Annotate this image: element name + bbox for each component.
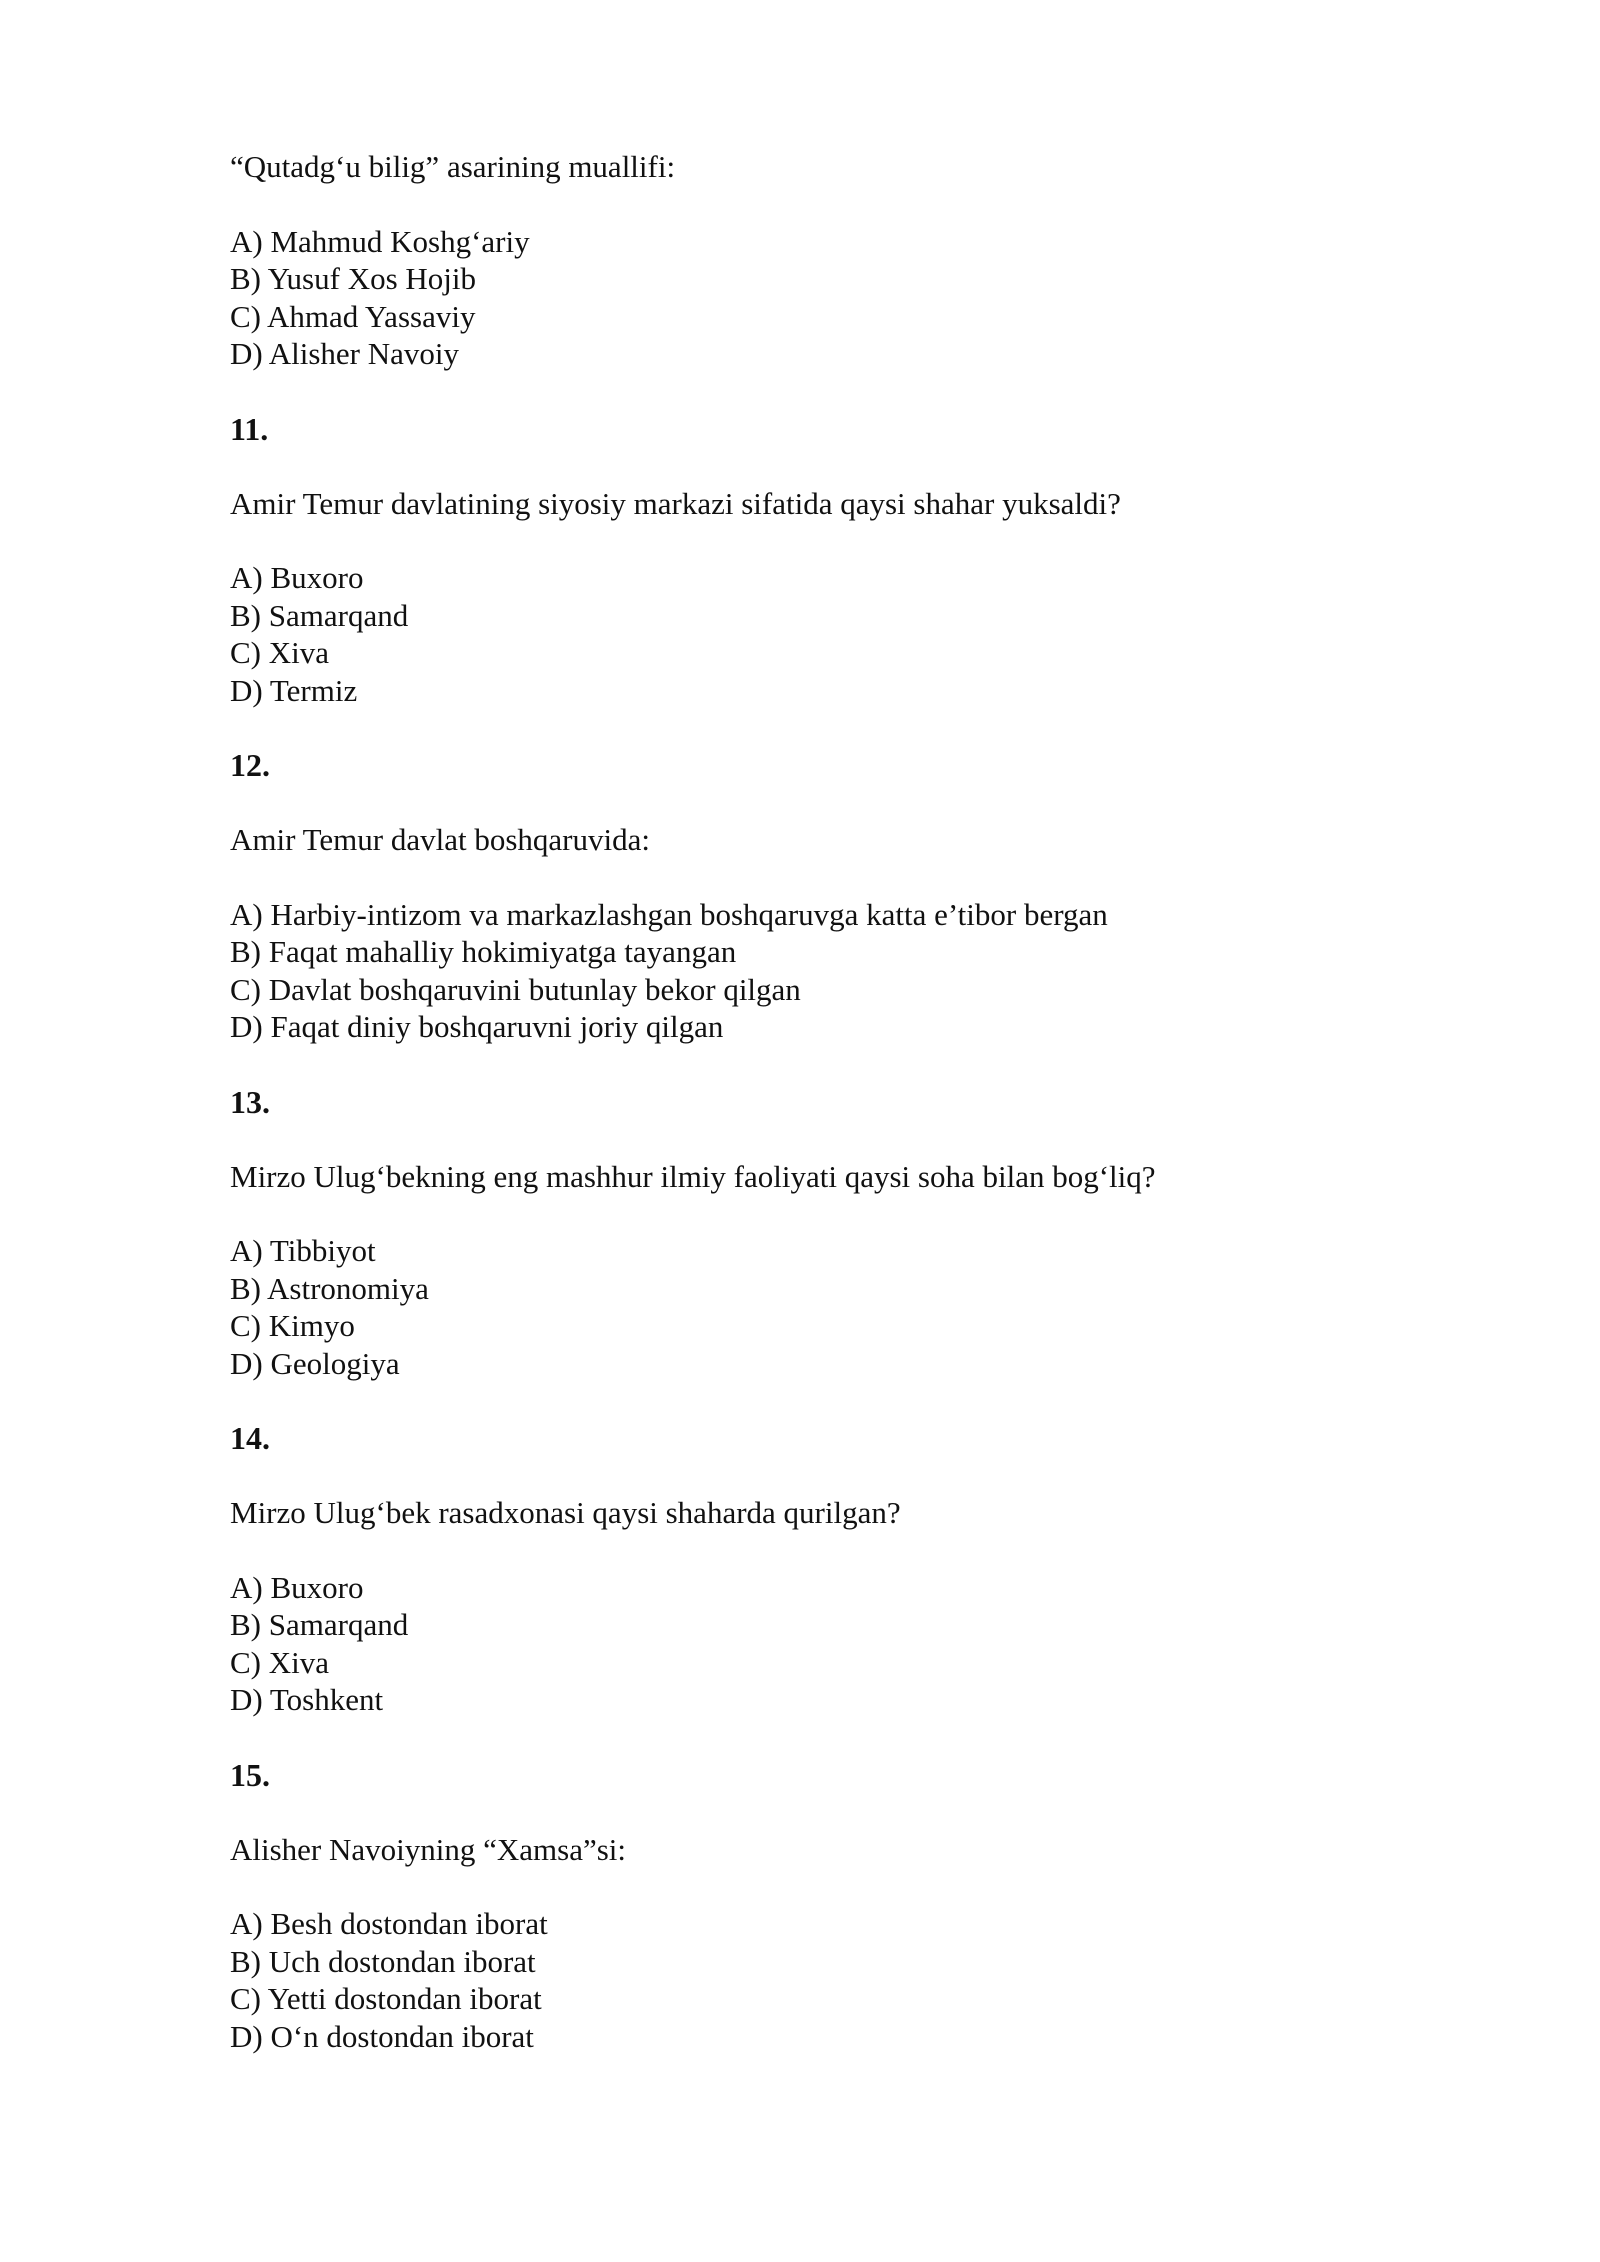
question-text: Mirzo Ulug‘bekning eng mashhur ilmiy faoliyati qaysi soha bilan bog‘liq? bbox=[230, 1158, 1156, 1194]
options-list bbox=[230, 896, 1430, 1046]
option-d: D) Faqat diniy boshqaruvni joriy qilgan bbox=[230, 1009, 724, 1044]
option-c: C) Xiva bbox=[230, 1644, 330, 1680]
option-b: B) Yusuf Xos Hojib bbox=[230, 261, 477, 296]
question-text: Amir Temur davlat boshqaruvida: bbox=[230, 822, 650, 857]
question-text: Amir Temur davlatining siyosiy markazi sifatida qaysi shahar yuksaldi? bbox=[230, 485, 1121, 521]
option-b: B) Samarqand bbox=[230, 597, 409, 633]
option-c: C) Kimyo bbox=[230, 1308, 355, 1343]
question-text: Alisher Navoiyning “Xamsa”si: bbox=[230, 1831, 627, 1867]
option-a: A) Mahmud Koshg‘ariy bbox=[230, 223, 530, 259]
question-number: 13. bbox=[230, 1083, 270, 1120]
question-block bbox=[230, 745, 1430, 1046]
option-b: B) Uch dostondan iborat bbox=[230, 1943, 536, 1979]
option-c: C) Davlat boshqaruvini butunlay bekor qilgan bbox=[230, 971, 801, 1007]
question-block bbox=[230, 1755, 1430, 2056]
options-list bbox=[230, 1569, 1430, 1719]
option-d: D) Alisher Navoiy bbox=[230, 336, 460, 371]
option-b: B) Faqat mahalliy hokimiyatga tayangan bbox=[230, 934, 737, 969]
options-list bbox=[230, 1232, 1430, 1382]
options-list bbox=[230, 223, 1430, 373]
option-c: C) Ahmad Yassaviy bbox=[230, 298, 476, 334]
option-c: C) Xiva bbox=[230, 635, 330, 670]
option-c: C) Yetti dostondan iborat bbox=[230, 1981, 542, 2016]
question-text: “Qutadg‘u bilig” asarining muallifi: bbox=[230, 149, 676, 184]
option-d: D) Geologiya bbox=[230, 1345, 400, 1381]
option-d: D) O‘n dostondan iborat bbox=[230, 2018, 534, 2054]
question-block bbox=[230, 409, 1430, 710]
option-a: A) Harbiy-intizom va markazlashgan boshqaruvga katta e’tibor bergan bbox=[230, 896, 1108, 932]
option-d: D) Termiz bbox=[230, 672, 358, 708]
question-block bbox=[230, 1418, 1430, 1719]
document-page bbox=[230, 148, 1430, 2055]
option-a: A) Buxoro bbox=[230, 1569, 364, 1605]
option-a: A) Tibbiyot bbox=[230, 1233, 376, 1268]
question-number: 12. bbox=[230, 747, 270, 783]
question-number: 15. bbox=[230, 1756, 270, 1793]
options-list bbox=[230, 1905, 1430, 2055]
option-d: D) Toshkent bbox=[230, 1682, 384, 1717]
question-number: 11. bbox=[230, 410, 269, 447]
option-b: B) Astronomiya bbox=[230, 1270, 429, 1306]
question-text: Mirzo Ulug‘bek rasadxonasi qaysi shaharda qurilgan? bbox=[230, 1495, 901, 1530]
options-list bbox=[230, 559, 1430, 709]
option-a: A) Besh dostondan iborat bbox=[230, 1906, 548, 1941]
question-number: 14. bbox=[230, 1420, 270, 1456]
option-a: A) Buxoro bbox=[230, 560, 364, 595]
question-block bbox=[230, 148, 1430, 373]
option-b: B) Samarqand bbox=[230, 1607, 409, 1642]
question-block bbox=[230, 1082, 1430, 1383]
